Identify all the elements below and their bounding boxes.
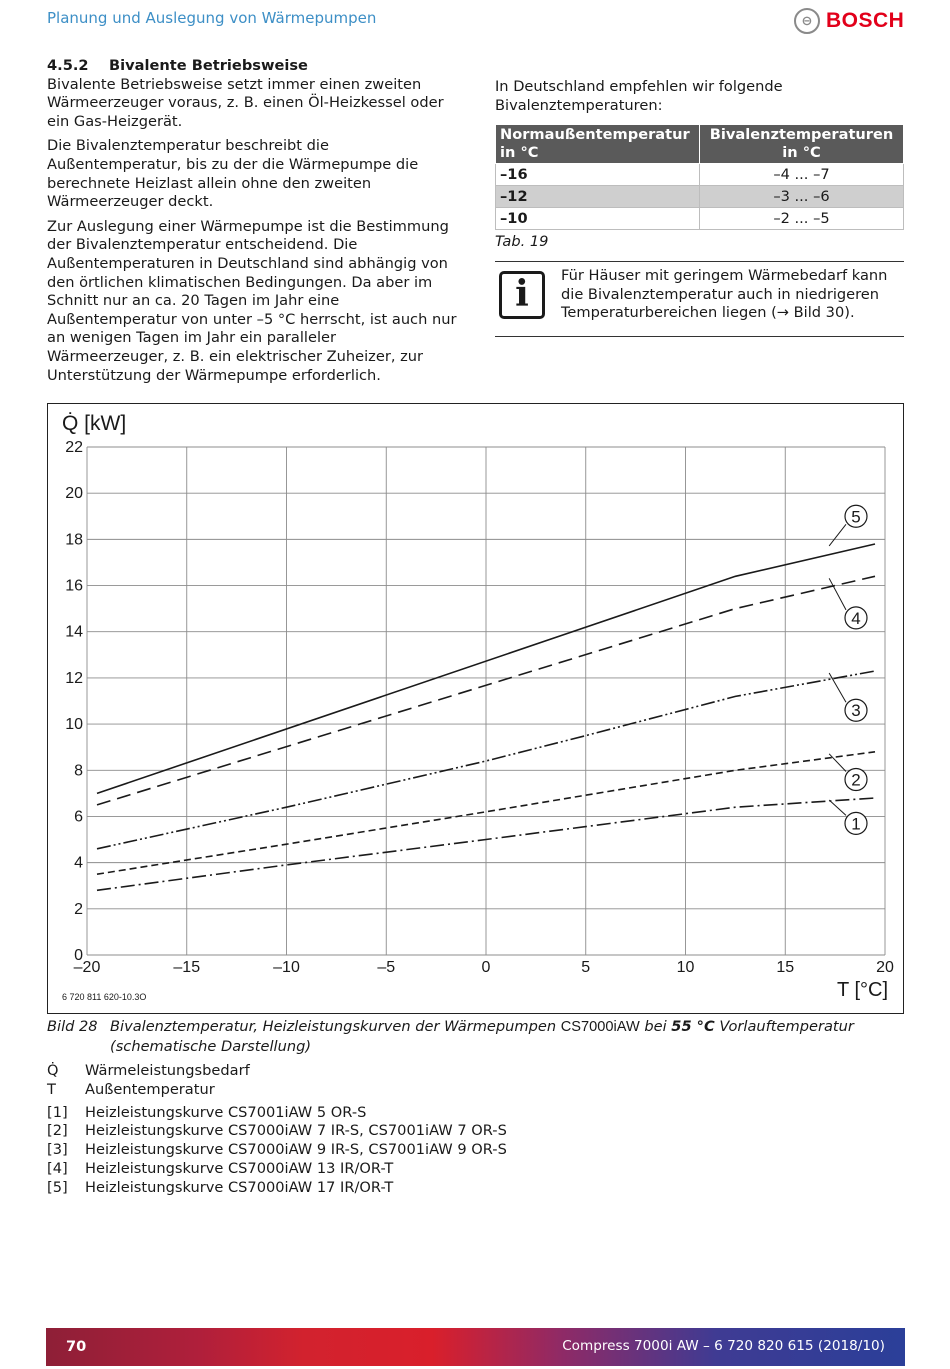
- legend-key: [1]: [47, 1103, 68, 1121]
- legend-key: [5]: [47, 1178, 68, 1196]
- callout-leader: [829, 524, 846, 546]
- x-tick-label: –10: [273, 959, 300, 976]
- x-axis-label: T [°C]: [837, 979, 888, 1001]
- paragraph: Die Bivalenztemperatur beschreibt die Außentemperatur, bis zu der die Wärmepumpe die berechnete Heizlast allein ohne den zweiten Wärmeerzeuger deckt.: [47, 137, 419, 211]
- figure-label: Bild 28: [47, 1018, 98, 1035]
- y-tick-label: 4: [74, 854, 83, 872]
- x-tick-label: 5: [581, 959, 591, 976]
- info-icon: i: [499, 271, 545, 319]
- x-tick-label: 15: [776, 959, 795, 976]
- callout-label: 5: [851, 507, 861, 527]
- section-text: [47, 57, 457, 391]
- y-tick-label: 18: [65, 531, 83, 549]
- y-axis-label: Q̇ [kW]: [62, 412, 127, 435]
- table-caption: Tab. 19: [495, 233, 549, 251]
- y-tick-label: 20: [65, 485, 83, 503]
- bivalence-table: [495, 124, 904, 230]
- callout-label: 3: [851, 701, 861, 721]
- y-tick-label: 10: [65, 716, 83, 734]
- section-number: 4.5.2: [47, 57, 89, 74]
- column-header: Bivalenztemperaturen in °C: [700, 125, 904, 164]
- legend-text: Heizleistungskurve CS7001iAW 5 OR-S: [85, 1103, 367, 1121]
- x-tick-label: 0: [481, 959, 491, 976]
- legend-text: Heizleistungskurve CS7000iAW 7 IR-S, CS7001iAW 7 OR-S: [85, 1122, 507, 1140]
- legend-key: [2]: [47, 1122, 68, 1140]
- legend-text: Heizleistungskurve CS7000iAW 13 IR/OR-T: [85, 1159, 394, 1177]
- legend-item: [47, 1062, 507, 1081]
- table-intro: In Deutschland empfehlen wir folgende Bivalenztemperaturen:: [495, 78, 783, 114]
- caption-part: Bivalenztemperatur, Heizleistungskurven der Wärmepumpen: [110, 1018, 557, 1035]
- page-number: 70: [66, 1338, 87, 1355]
- caption-model: CS7000iAW: [560, 1019, 640, 1035]
- x-tick-label: 20: [876, 959, 894, 976]
- table-header-row: [496, 125, 904, 164]
- table-cell: –4 ... –7: [700, 164, 904, 186]
- table-row: [496, 186, 904, 208]
- note-text: Für Häuser mit geringem Wärmebedarf kann die Bivalenztemperatur auch in niedrigeren Temperaturbereichen liegen (→ Bild 30).: [561, 267, 888, 322]
- document-id: Compress 7000i AW – 6 720 820 615 (2018/10): [562, 1338, 885, 1354]
- y-tick-label: 8: [74, 762, 83, 780]
- section-heading: [47, 57, 457, 76]
- bosch-logo: [794, 7, 904, 35]
- y-tick-label: 6: [74, 808, 83, 826]
- legend-text: Außentemperatur: [85, 1080, 215, 1098]
- legend-item: [47, 1179, 507, 1198]
- column-header: Normaußentemperatur in °C: [496, 125, 700, 164]
- callout-label: 2: [851, 770, 861, 790]
- heating-capacity-chart: [47, 403, 904, 1014]
- legend-key: T: [47, 1080, 56, 1098]
- legend-text: Heizleistungskurve CS7000iAW 17 IR/OR-T: [85, 1178, 394, 1196]
- chart-svg: [48, 404, 905, 1015]
- logo-text: BOSCH: [826, 9, 905, 32]
- y-tick-label: 0: [74, 947, 83, 964]
- legend-key: Q̇: [47, 1062, 59, 1079]
- table-cell: –12: [496, 186, 700, 208]
- x-tick-label: –20: [73, 959, 101, 976]
- table-cell: –16: [496, 164, 700, 186]
- y-tick-label: 16: [65, 577, 83, 595]
- legend-key: [4]: [47, 1159, 68, 1177]
- legend-key: [3]: [47, 1141, 68, 1159]
- section-title: Bivalente Betriebsweise: [109, 57, 308, 74]
- figure-caption-text: [110, 1017, 905, 1056]
- table-row: [496, 208, 904, 230]
- legend-item: [47, 1122, 507, 1141]
- legend-text: Heizleistungskurve CS7000iAW 9 IR-S, CS7001iAW 9 OR-S: [85, 1141, 507, 1159]
- info-note: [495, 261, 904, 337]
- caption-temperature: 55 °C: [671, 1018, 715, 1035]
- y-tick-label: 2: [74, 900, 83, 918]
- table-row: [496, 164, 904, 186]
- figure-id: 6 720 811 620-10.3O: [62, 992, 147, 1002]
- running-header: Planung und Auslegung von Wärmepumpen: [47, 9, 377, 27]
- x-tick-label: 10: [676, 959, 695, 976]
- x-tick-label: –5: [377, 959, 396, 976]
- y-tick-label: 14: [65, 623, 83, 641]
- paragraph: Zur Auslegung einer Wärmepumpe ist die Bestimmung der Bivalenztemperatur entscheidend. Die Außentemperaturen in Deutschland sind abhängig von den örtlichen klimatischen Bedingungen. Da aber im Schnitt nur an ca. 20 Tagen im Jahr eine Außentemperatur von unter –5 °C herrscht, ist auch nur an wenigen Tagen im Jahr ein paralleler Wärmeerzeuger, z. B. ein elektrischer Zuheizer, zur Unterstützung der Wärmepumpe erforderlich.: [47, 217, 457, 384]
- bosch-armature-icon: ⊖: [794, 8, 820, 34]
- legend-item: [47, 1160, 507, 1179]
- page-footer: [46, 1328, 905, 1366]
- x-tick-label: –15: [173, 959, 201, 976]
- table-section: [495, 78, 905, 252]
- callout-label: 4: [851, 608, 861, 628]
- table-cell: –3 ... –6: [700, 186, 904, 208]
- callout-leader: [829, 800, 846, 815]
- legend-item: [47, 1141, 507, 1160]
- legend-text: Wärmeleistungsbedarf: [85, 1062, 250, 1079]
- caption-part: Vorlauftemperatur (schematische Darstellung): [110, 1018, 854, 1055]
- legend-item: [47, 1104, 507, 1123]
- table-cell: –10: [496, 208, 700, 230]
- y-tick-label: 12: [65, 669, 83, 687]
- caption-part: bei: [644, 1018, 667, 1035]
- callout-label: 1: [851, 814, 861, 834]
- table-cell: –2 ... –5: [700, 208, 904, 230]
- legend-item: [47, 1081, 507, 1100]
- paragraph: Bivalente Betriebsweise setzt immer einen zweiten Wärmeerzeuger voraus, z. B. einen Öl-Heizkessel oder ein Gas-Heizgerät.: [47, 75, 444, 130]
- y-tick-label: 22: [65, 439, 83, 456]
- figure-legend: [47, 1062, 507, 1198]
